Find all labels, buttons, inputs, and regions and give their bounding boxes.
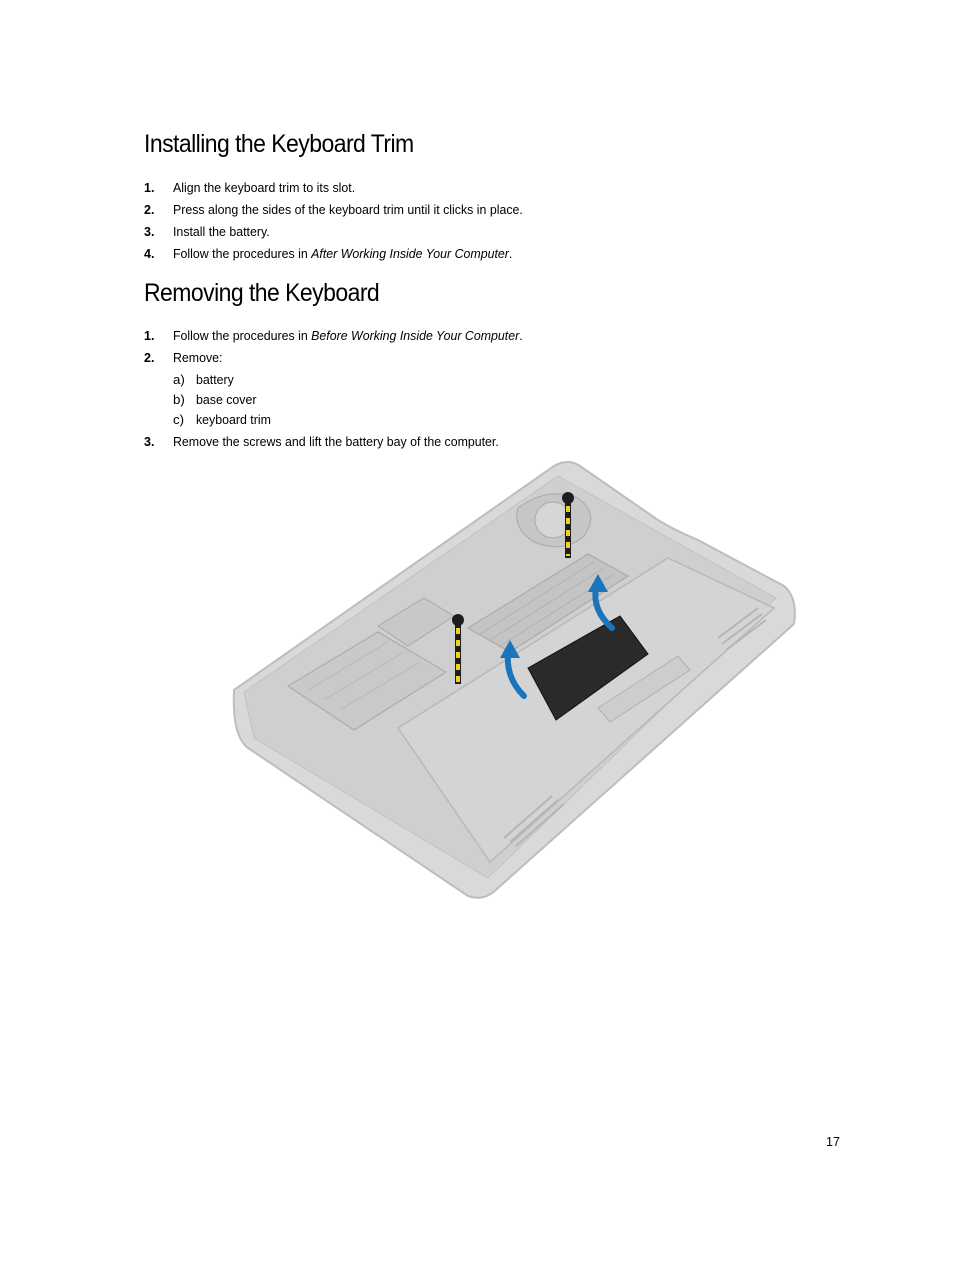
step-text: Align the keyboard trim to its slot.	[173, 180, 356, 195]
page-number: 17	[826, 1135, 840, 1149]
before-working-inside-link[interactable]: Before Working Inside Your Computer	[311, 328, 520, 343]
section-title-removing-keyboard: Removing the Keyboard	[144, 279, 380, 307]
step-number: 2.	[144, 203, 155, 217]
subitem-letter: c)	[173, 412, 185, 427]
step-number: 2.	[144, 351, 155, 365]
step-text-prefix: Follow the procedures in	[173, 328, 312, 343]
subitem-letter: a)	[173, 372, 185, 387]
step-number: 1.	[144, 181, 155, 195]
step-number: 1.	[144, 329, 155, 343]
subitem-text: battery	[196, 372, 234, 387]
laptop-base-illustration	[228, 458, 800, 906]
subitem-text: keyboard trim	[196, 412, 271, 427]
step-text: Press along the sides of the keyboard trim until it clicks in place.	[173, 202, 523, 217]
subitem-letter: b)	[173, 392, 185, 407]
step-text-suffix: .	[508, 246, 513, 261]
step-text-prefix: Follow the procedures in	[173, 246, 312, 261]
step-text	[173, 246, 512, 262]
section-title-installing-keyboard-trim: Installing the Keyboard Trim	[144, 130, 414, 158]
step-text: Remove the screws and lift the battery bay of the computer.	[173, 434, 499, 449]
step-number: 3.	[144, 225, 155, 239]
step-text	[173, 328, 523, 344]
step-number: 3.	[144, 435, 155, 449]
step-text: Install the battery.	[173, 224, 270, 239]
step-text: Remove:	[173, 350, 223, 365]
subitem-text: base cover	[196, 392, 257, 407]
step-text-suffix: .	[519, 328, 523, 343]
after-working-inside-link[interactable]: After Working Inside Your Computer	[311, 246, 509, 261]
step-number: 4.	[144, 247, 155, 261]
